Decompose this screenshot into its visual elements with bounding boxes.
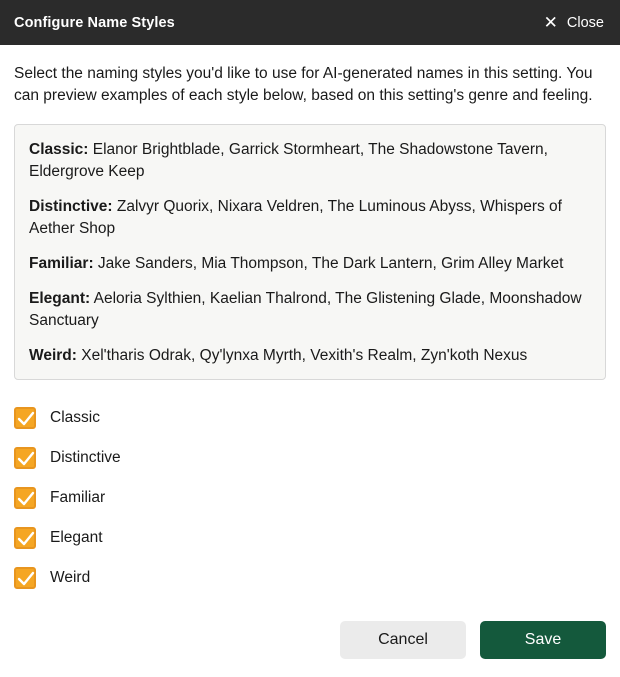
close-button-label: Close — [566, 14, 604, 31]
check-icon — [17, 491, 35, 507]
dialog-footer — [0, 621, 620, 677]
option-label: Classic — [50, 408, 100, 426]
preview-style-examples: Jake Sanders, Mia Thompson, The Dark Lantern, Grim Alley Market — [97, 254, 564, 272]
dialog-titlebar — [0, 0, 620, 45]
option-weird[interactable] — [14, 558, 606, 598]
preview-style-label: Classic: — [29, 140, 89, 158]
preview-style-label: Distinctive: — [29, 197, 113, 215]
save-button[interactable]: Save — [480, 621, 606, 659]
option-label: Weird — [50, 568, 91, 586]
style-preview-panel — [14, 124, 606, 380]
preview-row — [29, 196, 591, 240]
preview-style-examples: Xel'tharis Odrak, Qy'lynxa Myrth, Vexith's Realm, Zyn'koth Nexus — [81, 346, 528, 364]
preview-style-examples: Aeloria Sylthien, Kaelian Thalrond, The Glistening Glade, Moonshadow Sanctuary — [29, 289, 582, 329]
option-classic[interactable] — [14, 398, 606, 438]
close-icon: ✕ — [543, 13, 558, 32]
preview-style-examples: Zalvyr Quorix, Nixara Veldren, The Luminous Abyss, Whispers of Aether Shop — [29, 197, 562, 237]
preview-style-examples: Elanor Brightblade, Garrick Stormheart, The Shadowstone Tavern, Eldergrove Keep — [29, 140, 548, 180]
preview-style-label: Weird: — [29, 346, 77, 364]
option-elegant[interactable] — [14, 518, 606, 558]
check-icon — [17, 411, 35, 427]
check-icon — [17, 451, 35, 467]
checkbox-weird[interactable] — [14, 567, 36, 589]
checkbox-familiar[interactable] — [14, 487, 36, 509]
cancel-button[interactable]: Cancel — [340, 621, 466, 659]
dialog-content — [0, 45, 620, 621]
option-label: Elegant — [50, 528, 103, 546]
close-button[interactable] — [544, 14, 604, 31]
option-label: Distinctive — [50, 448, 121, 466]
preview-style-label: Elegant: — [29, 289, 91, 307]
option-distinctive[interactable] — [14, 438, 606, 478]
checkbox-classic[interactable] — [14, 407, 36, 429]
style-options-list — [14, 398, 606, 598]
dialog-title: Configure Name Styles — [14, 14, 175, 31]
check-icon — [17, 571, 35, 587]
checkbox-distinctive[interactable] — [14, 447, 36, 469]
option-label: Familiar — [50, 488, 106, 506]
preview-row — [29, 139, 591, 183]
preview-style-label: Familiar: — [29, 254, 94, 272]
intro-text: Select the naming styles you'd like to use for AI-generated names in this setting. You can preview examples of each style below, based on this setting's genre and feeling. — [14, 65, 593, 105]
preview-row — [29, 288, 591, 332]
option-familiar[interactable] — [14, 478, 606, 518]
preview-row — [29, 253, 591, 275]
checkbox-elegant[interactable] — [14, 527, 36, 549]
preview-row — [29, 345, 591, 367]
check-icon — [17, 531, 35, 547]
